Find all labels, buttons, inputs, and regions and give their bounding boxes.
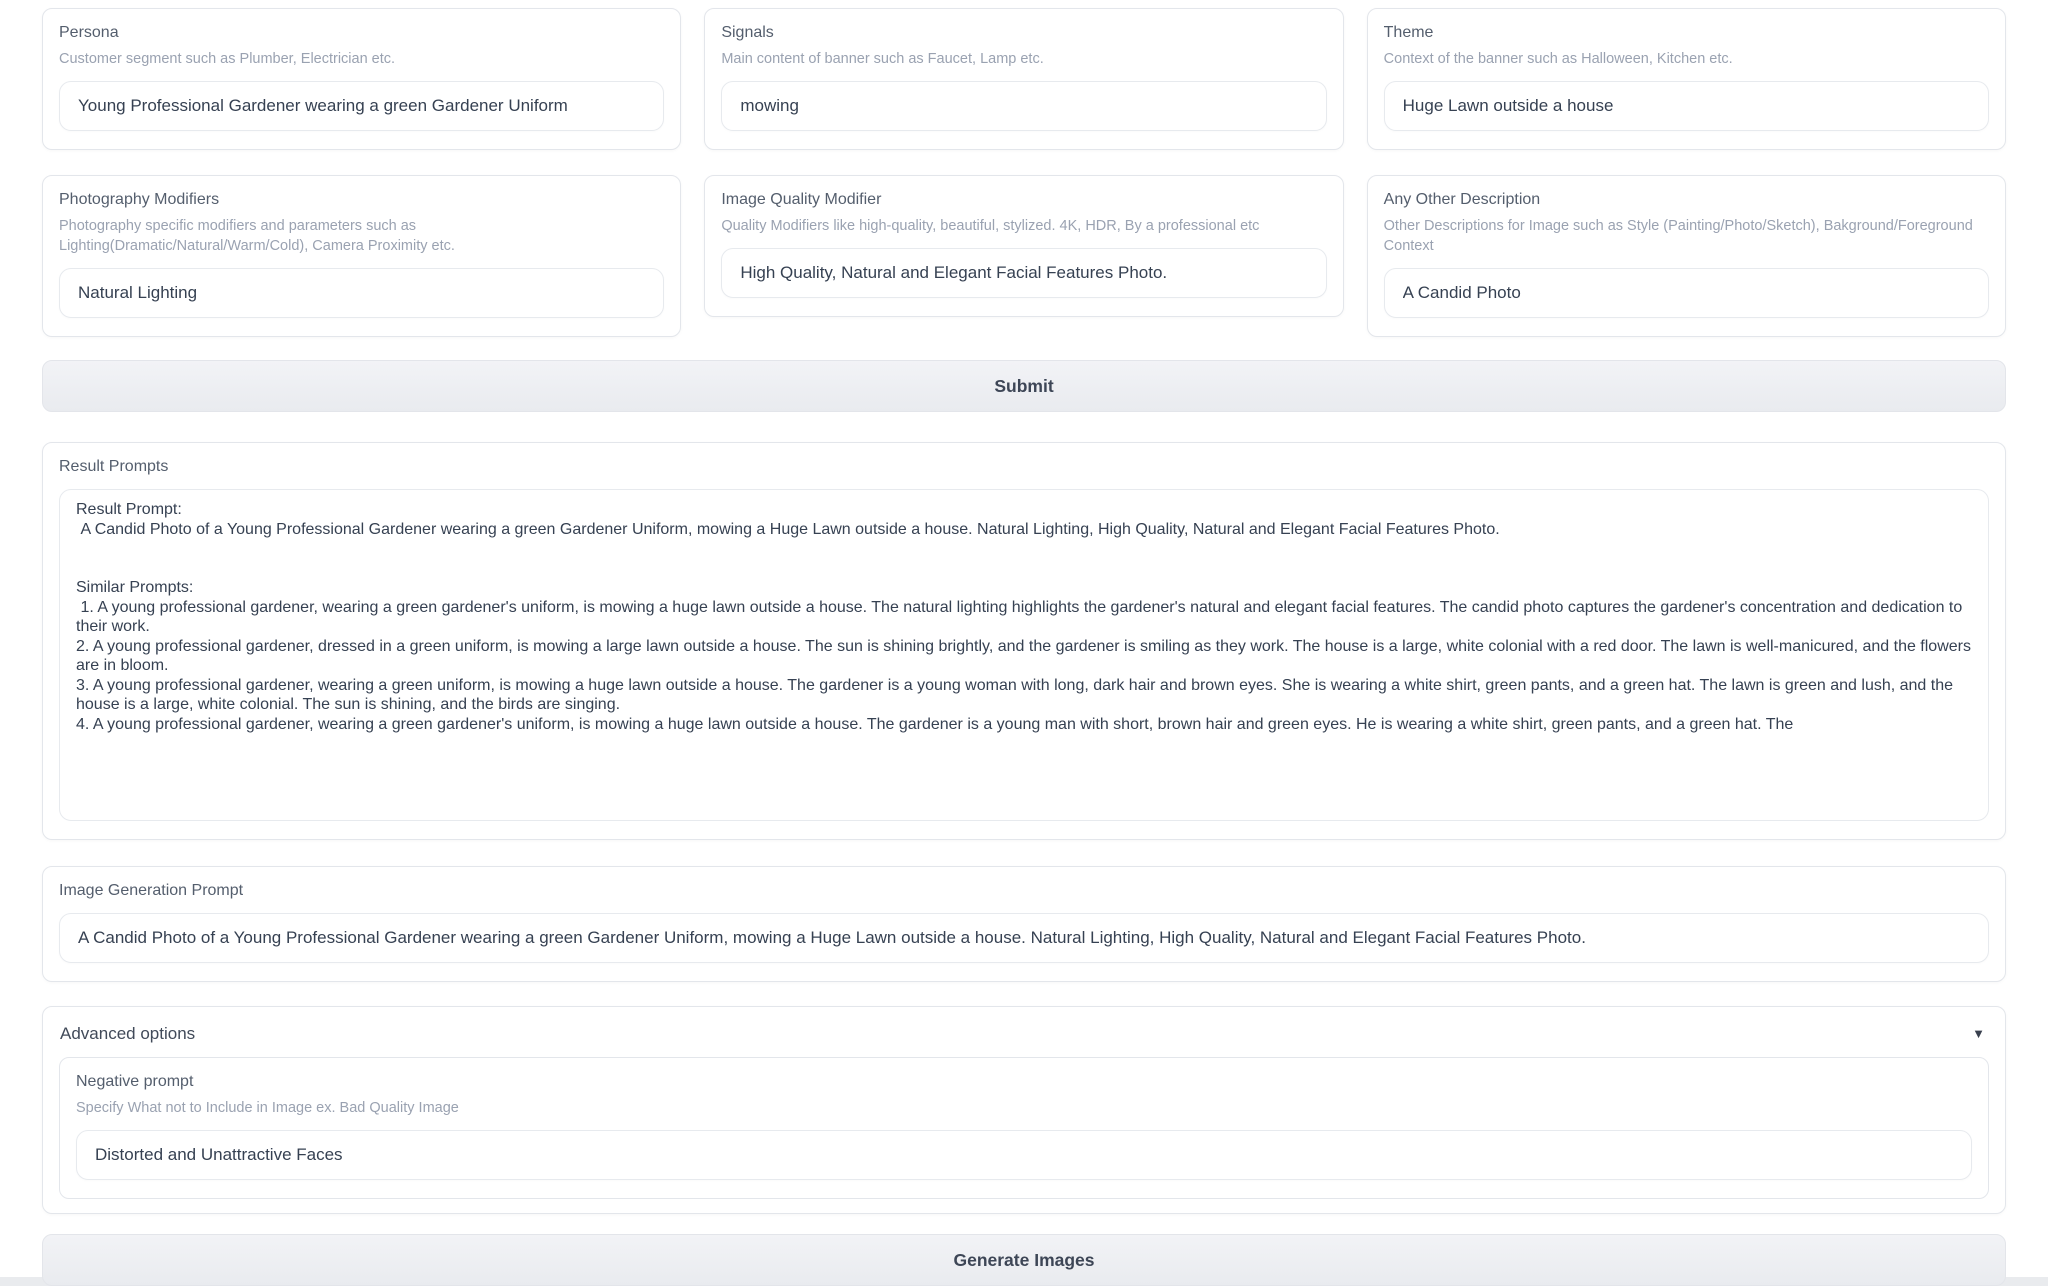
negative-prompt-label: Negative prompt	[76, 1073, 194, 1090]
submit-button[interactable]: Submit	[42, 360, 2006, 412]
negative-prompt-input[interactable]	[76, 1130, 1972, 1180]
theme-input[interactable]	[1384, 81, 1989, 131]
signals-panel	[704, 8, 1343, 150]
result-prompts-label: Result Prompts	[59, 458, 169, 475]
persona-info: Customer segment such as Plumber, Electrician etc.	[59, 51, 396, 67]
image-quality-modifier-label: Image Quality Modifier	[721, 191, 882, 208]
any-other-description-input[interactable]	[1384, 268, 1989, 318]
generate-images-button[interactable]: Generate Images	[42, 1234, 2006, 1286]
image-generation-prompt-label: Image Generation Prompt	[59, 882, 244, 899]
theme-info: Context of the banner such as Halloween, Kitchen etc.	[1383, 51, 1733, 67]
photography-modifiers-panel	[42, 175, 681, 337]
persona-panel	[42, 8, 681, 150]
theme-label: Theme	[1383, 24, 1434, 41]
image-quality-modifier-panel	[704, 175, 1343, 317]
any-other-description-label: Any Other Description	[1383, 191, 1541, 208]
fields-row-2	[42, 175, 2006, 337]
image-quality-modifier-info: Quality Modifiers like high-quality, beautiful, stylized. 4K, HDR, By a professional etc	[721, 218, 1260, 234]
image-quality-modifier-input[interactable]	[721, 248, 1326, 298]
negative-prompt-panel	[59, 1057, 1989, 1199]
result-prompts-textarea[interactable]	[59, 489, 1989, 821]
persona-input[interactable]	[59, 81, 664, 131]
negative-prompt-info: Specify What not to Include in Image ex. Bad Quality Image	[76, 1100, 459, 1116]
fields-row-1	[42, 8, 2006, 150]
advanced-options-label: Advanced options	[60, 1024, 196, 1043]
chevron-down-icon[interactable]: ▼	[1972, 1026, 1985, 1041]
advanced-options-header[interactable]	[59, 1021, 1989, 1045]
image-generation-prompt-panel	[42, 866, 2006, 982]
photography-modifiers-label: Photography Modifiers	[59, 191, 220, 208]
photography-modifiers-info: Photography specific modifiers and parameters such as Lighting(Dramatic/Natural/Warm/Cold), Camera Proximity etc.	[59, 218, 455, 254]
image-generation-prompt-input[interactable]	[59, 913, 1989, 963]
persona-label: Persona	[59, 24, 119, 41]
advanced-options-panel	[42, 1006, 2006, 1214]
signals-label: Signals	[721, 24, 774, 41]
photography-modifiers-input[interactable]	[59, 268, 664, 318]
signals-info: Main content of banner such as Faucet, Lamp etc.	[721, 51, 1044, 67]
any-other-description-panel	[1367, 175, 2006, 337]
any-other-description-info: Other Descriptions for Image such as Style (Painting/Photo/Sketch), Bakground/Foreground Context	[1383, 218, 1973, 254]
theme-panel	[1367, 8, 2006, 150]
result-prompts-panel	[42, 442, 2006, 840]
signals-input[interactable]	[721, 81, 1326, 131]
